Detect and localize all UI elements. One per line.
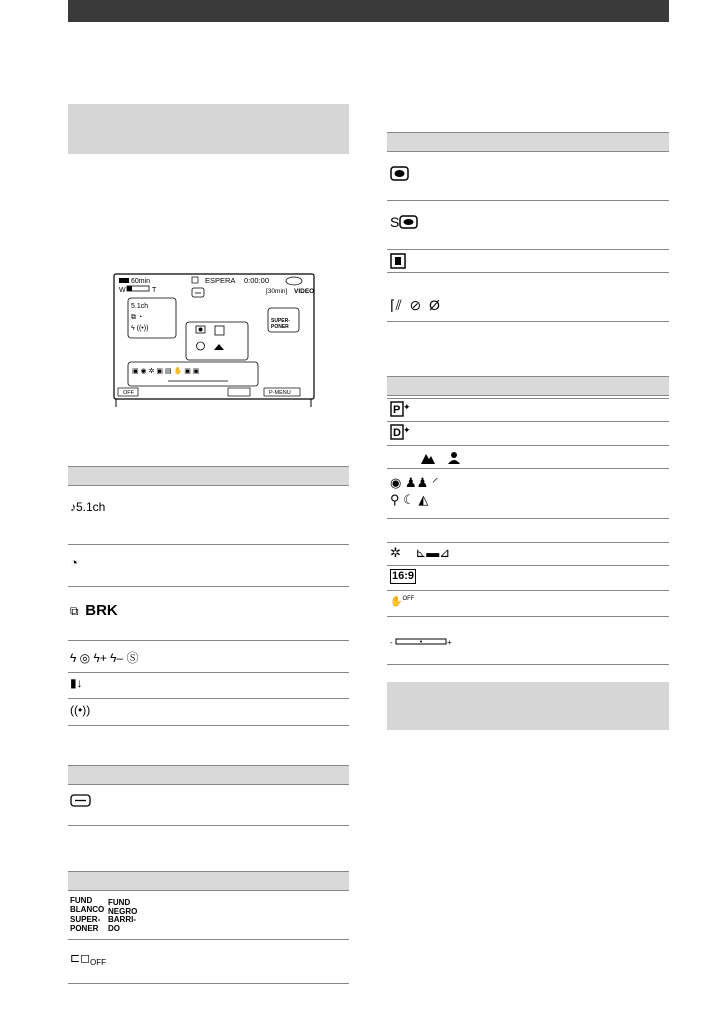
svg-text:-: - xyxy=(390,638,393,647)
super-nightshot-icon: S xyxy=(390,215,419,230)
wide-mode-icon: 16:9 xyxy=(392,570,415,582)
backlight-icon xyxy=(390,253,406,269)
divider xyxy=(68,544,349,545)
loop-icon xyxy=(70,794,92,808)
divider xyxy=(387,272,669,273)
p-menu-button: P-MENU xyxy=(269,390,291,396)
exposure-icons: ⌈⫽ ⊘ Ø xyxy=(390,297,440,313)
fund-blanco-icon: FUND BLANCO xyxy=(70,896,105,914)
audio-5-1ch-icon: ♪5.1ch xyxy=(70,500,106,514)
divider xyxy=(387,542,669,543)
svg-text:D: D xyxy=(393,427,401,439)
burst-mode-icon: ⧉ BRK xyxy=(70,602,118,619)
exposure-scale-icon xyxy=(390,636,454,648)
zoom-tele-label: T xyxy=(152,287,157,294)
svg-text:✦: ✦ xyxy=(403,402,411,412)
right-table-2-header xyxy=(387,376,669,396)
digital-effect-icon xyxy=(390,424,412,440)
left-table-3-header xyxy=(68,871,349,891)
svg-text:+: + xyxy=(447,638,452,647)
superpose-line-1: SUPER- xyxy=(271,318,290,324)
picture-effect-icon xyxy=(390,401,412,417)
scene-mode-icons: ◉ ♟♟ ⸍ ⚲ ☾ ◭ xyxy=(390,475,439,507)
self-timer-icon: ◔ xyxy=(70,555,78,570)
status-text: ESPERA xyxy=(205,276,236,285)
svg-text:ϟ ((•)): ϟ ((•)) xyxy=(131,325,149,332)
super-poner-icon: SUPER- PONER xyxy=(70,915,101,933)
divider xyxy=(387,421,669,422)
svg-text:✦: ✦ xyxy=(403,425,411,435)
divider xyxy=(68,698,349,699)
divider xyxy=(387,590,669,591)
left-table-1-header xyxy=(68,466,349,486)
divider xyxy=(387,664,669,665)
divider xyxy=(387,249,669,250)
divider xyxy=(68,672,349,673)
divider xyxy=(68,939,349,940)
mic-level-icon: ▮↓ xyxy=(70,676,83,690)
divider xyxy=(68,640,349,641)
spot-meter-icon xyxy=(390,166,410,182)
remaining-text: [30min] xyxy=(266,288,288,295)
section-heading-block xyxy=(387,682,669,730)
divider xyxy=(68,983,349,984)
section-heading-block xyxy=(68,104,349,154)
divider xyxy=(387,398,669,399)
divider xyxy=(387,616,669,617)
zoom-wide-label: W xyxy=(119,287,126,294)
svg-text:▣ ◉ ✲ ▣ ▤ ✋ ▣ ▣: ▣ ◉ ✲ ▣ ▤ ✋ ▣ ▣ xyxy=(132,368,200,375)
divider xyxy=(387,200,669,201)
svg-text:⧉ ◔: ⧉ ◔ xyxy=(131,314,143,321)
divider xyxy=(387,565,669,566)
barrido-icon: BARRI- DO xyxy=(108,915,136,933)
divider xyxy=(68,725,349,726)
svg-text:P: P xyxy=(393,404,401,416)
audio-indicator: 5.1ch xyxy=(131,303,149,310)
lcd-screen-diagram xyxy=(68,262,349,412)
battery-text: 60min xyxy=(131,278,151,285)
flash-mode-icons: ϟ ◎ ϟ+ ϟ– Ⓢ xyxy=(70,651,139,665)
superpose-line-2: PONER xyxy=(271,324,289,330)
right-table-1-header xyxy=(387,132,669,152)
divider xyxy=(387,321,669,322)
steadyshot-off-icon: ✋$^{OFF}$ xyxy=(390,596,415,608)
divider xyxy=(387,468,669,469)
timecode-text: 0:00:00 xyxy=(244,276,270,285)
mode-text: VIDEO xyxy=(294,288,315,295)
divider xyxy=(68,586,349,587)
lcd-off-icon: $⊏◻_{OFF}$ xyxy=(70,951,107,967)
steady-off-button: OFF xyxy=(123,390,134,396)
divider xyxy=(387,445,669,446)
divider xyxy=(68,825,349,826)
landscape-portrait-icons xyxy=(420,451,470,465)
white-balance-icons: ✲ ⊾▬⊿ xyxy=(390,545,451,560)
divider xyxy=(387,518,669,519)
wireless-icon: ((•)) xyxy=(70,703,91,717)
left-table-2-header xyxy=(68,765,349,785)
top-bar xyxy=(68,0,669,22)
fund-negro-icon: FUND NEGRO xyxy=(108,898,138,916)
